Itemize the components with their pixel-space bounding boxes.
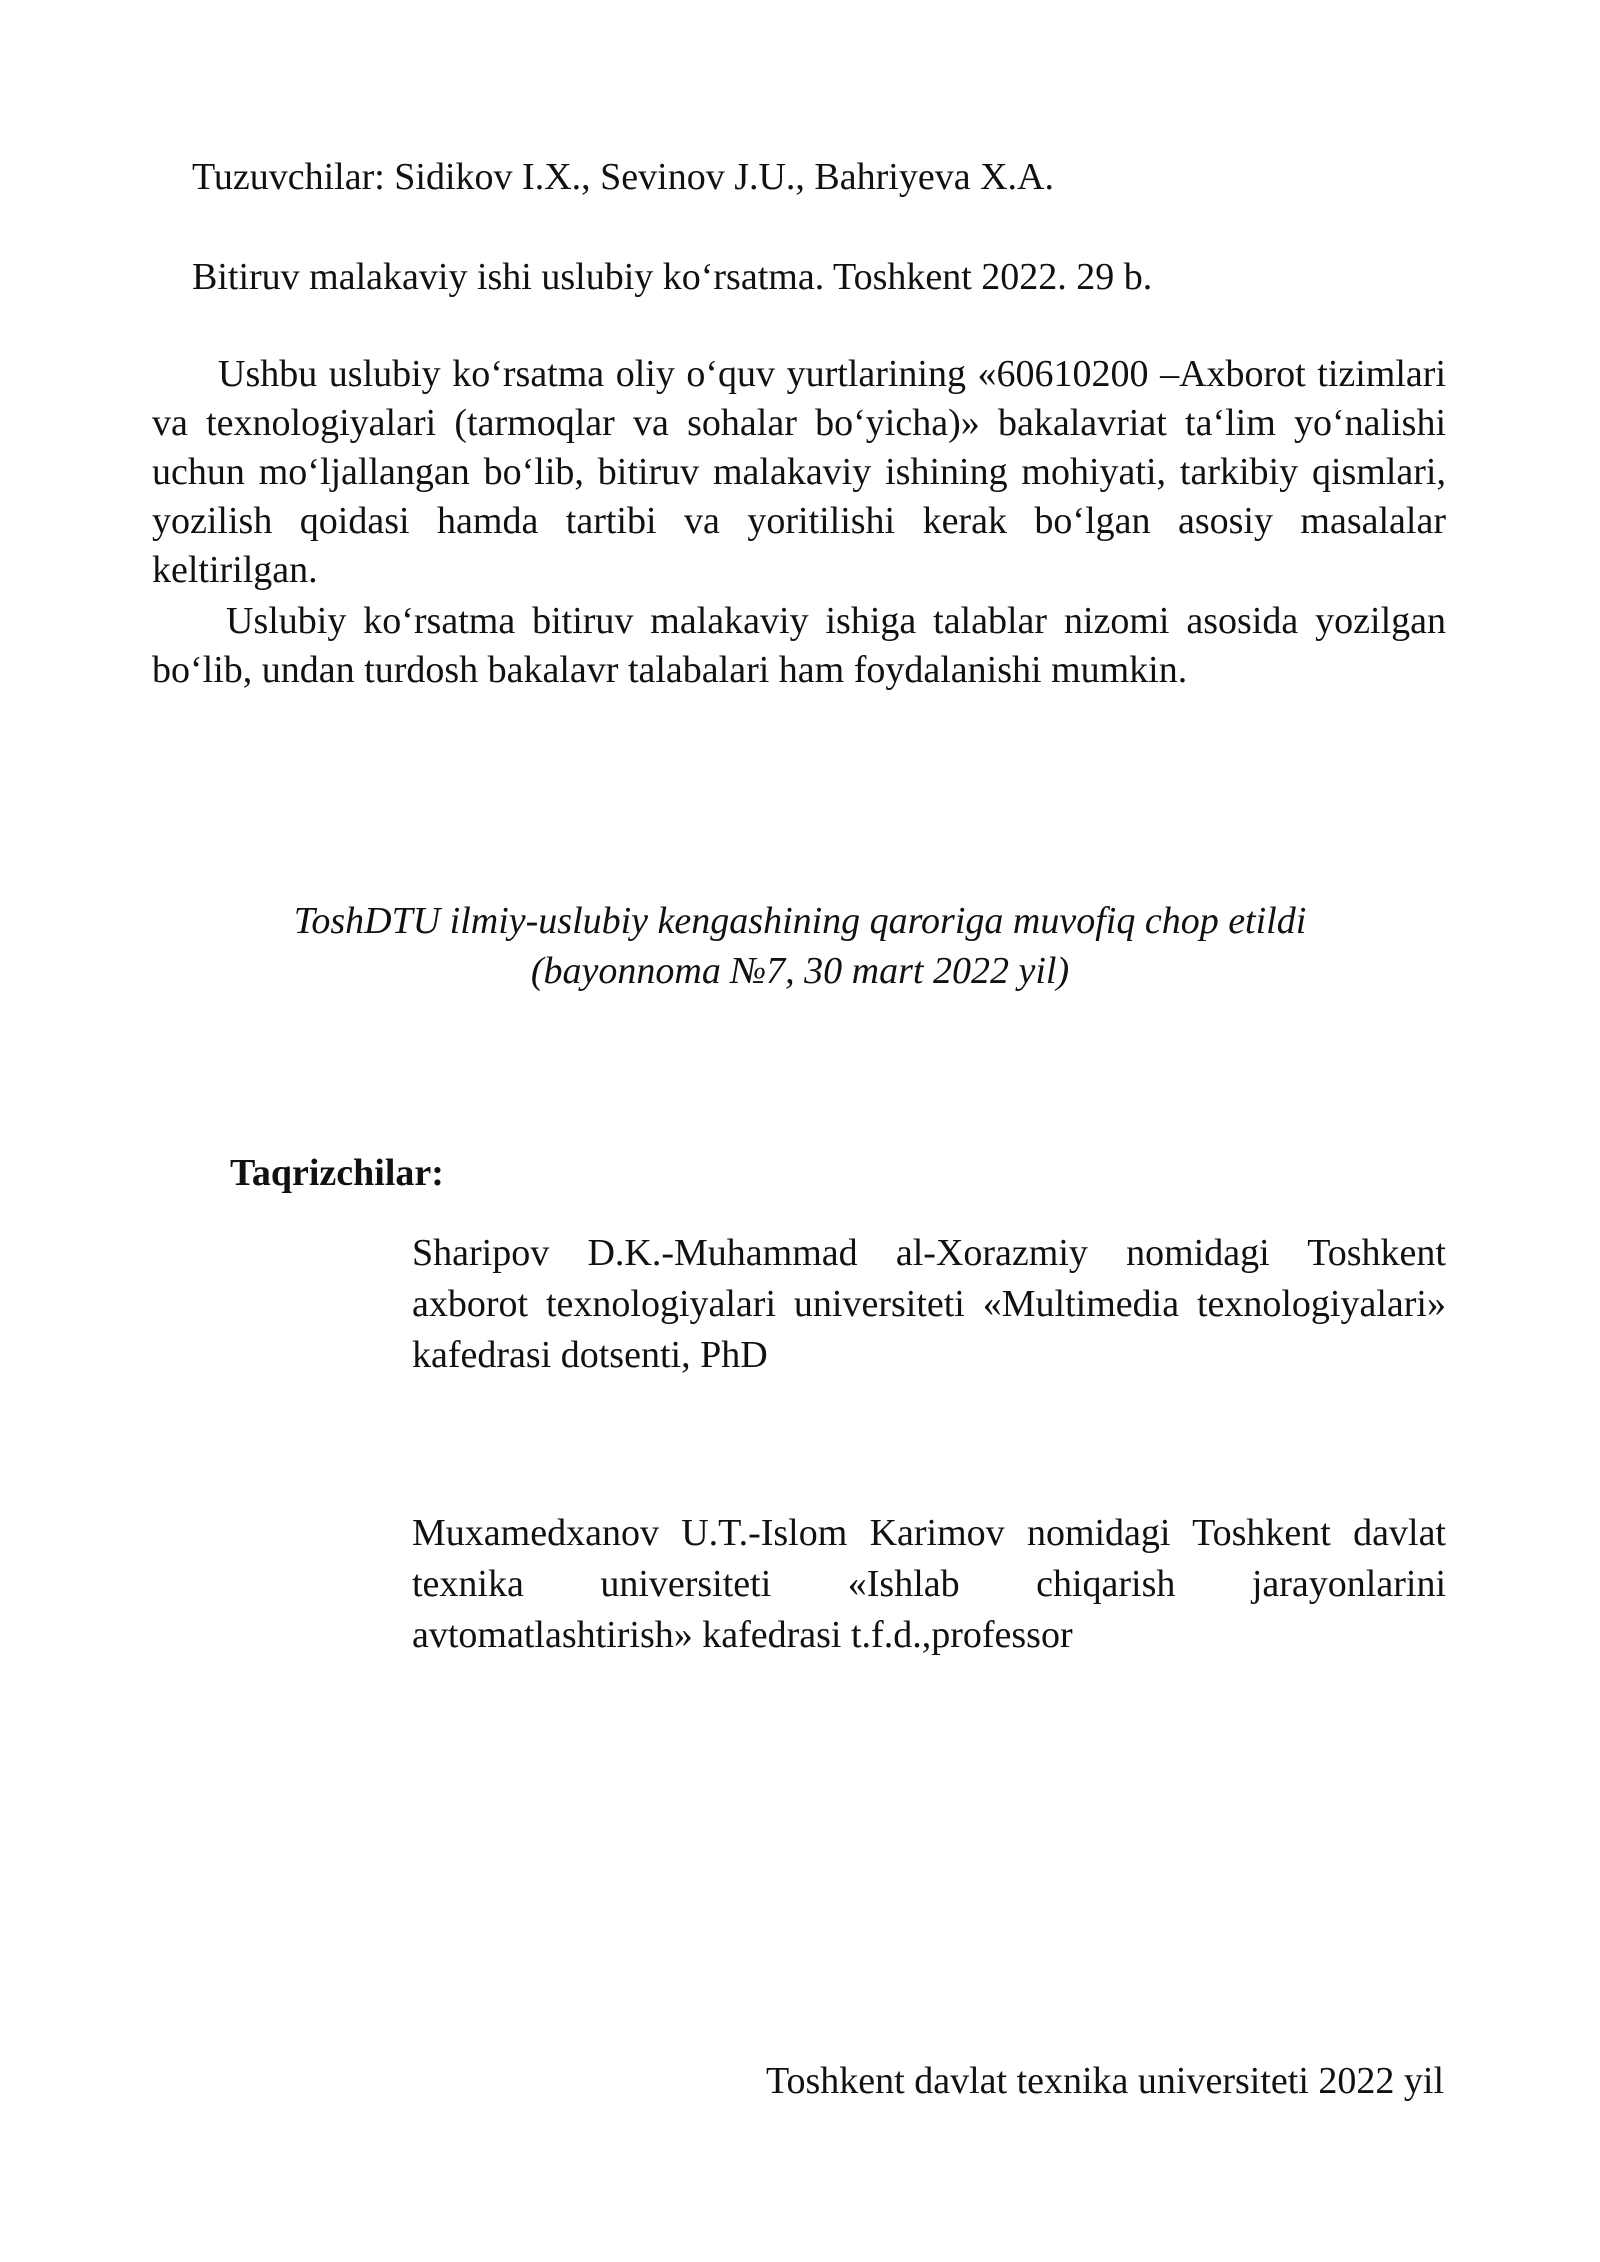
abstract-paragraph-2: Uslubiy koʻrsatma bitiruv malakaviy ishiga talablar nizomi asosida yozilgan boʻlib, undan turdosh bakalavr talabalari ham foydalanishi mumkin. <box>152 600 1446 691</box>
reviewer-2: Muxamedxanov U.T.-Islom Karimov nomidagi Toshkent davlat texnika universiteti «Ishlab chiqarish jarayonlarini avtomatlashtirish» kafedrasi t.f.d.,professor <box>412 1512 1446 1656</box>
publisher-footer: Toshkent davlat texnika universiteti 2022 yil <box>765 2060 1444 2102</box>
compilers-line: Tuzuvchilar: Sidikov I.X., Sevinov J.U., Bahriyeva X.A. <box>192 156 1054 198</box>
approval-line-1: ToshDTU ilmiy-uslubiy kengashining qaroriga muvofiq chop etildi <box>293 900 1307 942</box>
abstract-paragraph-1: Ushbu uslubiy koʻrsatma oliy oʻquv yurtlarining «60610200 –Axborot tizimlari va texnologiyalari (tarmoqlar va sohalar boʻyicha)» bakalavriat taʻlim yoʻnalishi uchun moʻljallangan boʻlib, bitiruv malakaviy ishining mohiyati, tarkibiy qismlari, yozilish qoidasi hamda tartibi va yoritilishi kerak boʻlgan asosiy masalalar keltirilgan. <box>152 353 1446 591</box>
reviewer-1: Sharipov D.K.-Muhammad al-Xorazmiy nomidagi Toshkent axborot texnologiyalari universiteti «Multimedia texnologiyalari» kafedrasi dotsenti, PhD <box>412 1232 1446 1376</box>
citation-line: Bitiruv malakaviy ishi uslubiy koʻrsatma. Toshkent 2022. 29 b. <box>192 256 1153 298</box>
reviewers-heading: Taqrizchilar: <box>230 1152 444 1194</box>
approval-line-2: (bayonnoma №7, 30 mart 2022 yil) <box>530 950 1070 992</box>
